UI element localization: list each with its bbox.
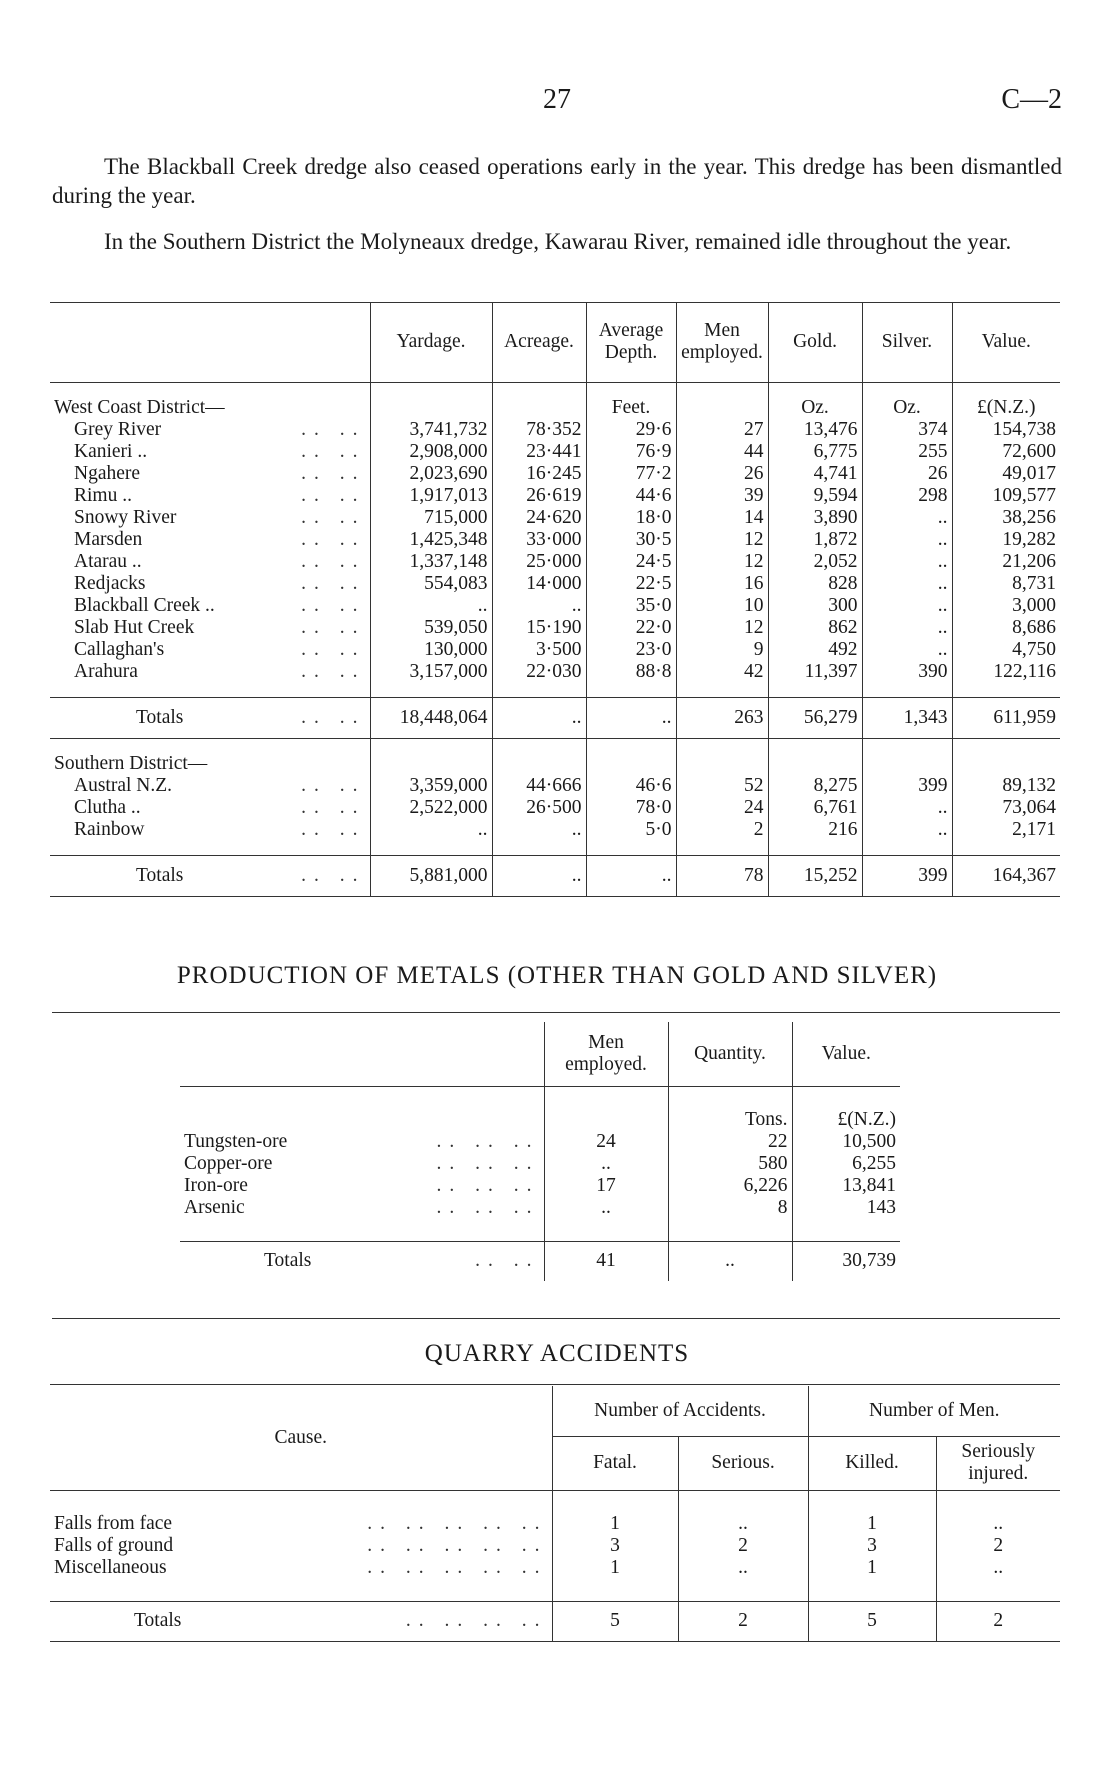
leader-dots: .. .. [301,529,366,550]
metal-name [180,1175,544,1197]
cell: .. [862,819,952,841]
leader-dots: .. .. [301,797,366,818]
cell: 30·5 [586,529,676,551]
cell: 17 [544,1175,668,1197]
cell: .. [370,819,492,841]
col-serious: Serious. [678,1436,808,1490]
row-label: Totals [136,865,184,886]
row-label: Falls from face [54,1512,173,1534]
cell: 5·0 [586,819,676,841]
cell: .. [936,1513,1060,1535]
cell: 8,275 [768,775,862,797]
table-row [50,463,1060,485]
row-label: Miscellaneous [54,1556,167,1578]
cell: 21,206 [952,551,1060,573]
total-cell: .. [586,856,676,897]
document-code: C—2 [1001,84,1062,115]
cell: 1 [808,1557,936,1579]
cell: 12 [676,551,768,573]
cell: 26 [862,463,952,485]
cell: 554,083 [370,573,492,595]
table-row [50,639,1060,661]
leader-dots: .. .. .. .. .. [367,1556,548,1578]
paragraph-blackball: The Blackball Creek dredge also ceased operations early in the year. This dredge has been dismantled during the year. [52,154,1062,208]
cell: 78·0 [586,797,676,819]
table-row [50,775,1060,797]
dredge-name [50,529,370,551]
cell: 216 [768,819,862,841]
row-label: Totals [264,1250,312,1272]
metal-name [180,1131,544,1153]
cell: .. [544,1153,668,1175]
col-men-employed: Men employed. [676,302,768,383]
cell: 8 [668,1197,792,1219]
cell: .. [862,639,952,661]
table-row [180,1131,900,1153]
cell: 52 [676,775,768,797]
leader-dots: .. .. [301,775,366,796]
metal-name [180,1153,544,1175]
total-cell: 263 [676,698,768,739]
group-number-of-accidents: Number of Accidents. [552,1386,808,1436]
row-label: Slab Hut Creek [74,617,195,638]
row-label: Grey River [74,419,162,440]
col-fatal: Fatal. [552,1436,678,1490]
leader-dots: .. .. [301,707,366,728]
row-label: Totals [134,1610,182,1631]
cell: 298 [862,485,952,507]
table-row [50,573,1060,595]
cell: 13,476 [768,419,862,441]
leader-dots: .. .. [301,485,366,506]
cell: 130,000 [370,639,492,661]
cell: 14·000 [492,573,586,595]
cell: 255 [862,441,952,463]
leader-dots: .. .. [301,551,366,572]
cell: 77·2 [586,463,676,485]
table-row [50,485,1060,507]
leader-dots: .. .. [475,1250,540,1272]
leader-dots: .. .. [301,441,366,462]
leader-dots: .. .. .. [436,1174,540,1196]
cell: 580 [668,1153,792,1175]
leader-dots: .. .. [301,819,366,840]
cell: 14 [676,507,768,529]
cell: 16·245 [492,463,586,485]
cell: 22·0 [586,617,676,639]
row-label: Rainbow [74,819,145,840]
leader-dots: .. .. [301,573,366,594]
cell: 3,890 [768,507,862,529]
col-seriously-injured: Seriously injured. [936,1436,1060,1490]
table-row [50,419,1060,441]
col-acreage: Acreage. [492,302,586,383]
west-coast-rows [50,419,1060,683]
cell: 8,731 [952,573,1060,595]
cell: 15·190 [492,617,586,639]
cell: 715,000 [370,507,492,529]
row-label: Rimu .. [74,485,132,506]
cause-name [50,1513,552,1535]
leader-dots: .. .. [301,639,366,660]
paragraph-southern: In the Southern District the Molyneaux dredge, Kawarau River, remained idle throughout the year. [104,229,1012,254]
row-label: Snowy River [74,507,177,528]
cell: 22·5 [586,573,676,595]
table-rule [52,1012,1060,1013]
col-gold: Gold. [768,302,862,383]
cell: 26·500 [492,797,586,819]
leader-dots: .. .. [301,419,366,440]
cell: .. [370,595,492,617]
cell: 29·6 [586,419,676,441]
dredge-table-header [50,302,1060,383]
cell: 1 [552,1557,678,1579]
table-row [50,551,1060,573]
table-row [50,1557,1060,1579]
table-row [180,1153,900,1175]
total-cell: .. [492,856,586,897]
table-rule [50,1384,1060,1385]
cell: 73,064 [952,797,1060,819]
table-row [180,1175,900,1197]
dredge-name [50,617,370,639]
total-cell: .. [668,1241,792,1281]
cell: 24·620 [492,507,586,529]
cell: .. [678,1513,808,1535]
metals-table [180,1022,900,1281]
table-row [50,819,1060,841]
cell: 2,052 [768,551,862,573]
cell: 38,256 [952,507,1060,529]
cell: 18·0 [586,507,676,529]
group-number-of-men: Number of Men. [808,1386,1060,1436]
cell: 1 [808,1513,936,1535]
cell: 374 [862,419,952,441]
row-label: Clutha .. [74,797,141,818]
row-label: Copper-ore [184,1152,273,1174]
leader-dots: .. .. .. [436,1152,540,1174]
cell: 12 [676,529,768,551]
cell: 11,397 [768,661,862,683]
southern-rows [50,775,1060,841]
district-label-southern: Southern District— [54,753,208,774]
cell: .. [492,819,586,841]
cell: 23·441 [492,441,586,463]
cell: 24 [544,1131,668,1153]
cell: 9 [676,639,768,661]
cell: 78·352 [492,419,586,441]
cell: 3,000 [952,595,1060,617]
row-label: Marsden [74,529,143,550]
accidents-table [50,1386,1060,1642]
dredge-name [50,463,370,485]
cell: 24·5 [586,551,676,573]
cell: 76·9 [586,441,676,463]
total-cell: 1,343 [862,698,952,739]
row-label: Callaghan's [74,639,165,660]
metals-units-row: Tons. £(N.Z.) [180,1109,900,1131]
leader-dots: .. .. .. [436,1196,540,1218]
table-row [50,441,1060,463]
cell: 33·000 [492,529,586,551]
cause-name [50,1557,552,1579]
cell: 143 [792,1197,900,1219]
cell: 27 [676,419,768,441]
cell: 46·6 [586,775,676,797]
col-average-depth: Average Depth. [586,302,676,383]
table-row [50,1535,1060,1557]
total-cell: .. [586,698,676,739]
col-quantity: Quantity. [668,1022,792,1086]
dredge-name [50,551,370,573]
cell: 1,425,348 [370,529,492,551]
cell: 1,872 [768,529,862,551]
total-cell: .. [492,698,586,739]
accidents-title: QUARRY ACCIDENTS [424,1340,690,1367]
cell: 22 [668,1131,792,1153]
west-coast-totals [50,698,1060,739]
dredge-name [50,797,370,819]
dredge-name [50,661,370,683]
cell: 25·000 [492,551,586,573]
row-label: Kanieri .. [74,441,148,462]
leader-dots: .. .. [301,463,366,484]
metals-table-header [180,1022,900,1086]
metals-rows [180,1131,900,1219]
cell: 2,023,690 [370,463,492,485]
cell: .. [862,797,952,819]
col-cause: Cause. [50,1386,552,1490]
table-row [50,661,1060,683]
cell: 49,017 [952,463,1060,485]
metals-totals [180,1241,900,1281]
total-cell: 18,448,064 [370,698,492,739]
totals-label [50,698,370,739]
cause-name [50,1535,552,1557]
cell: 4,750 [952,639,1060,661]
cell: 390 [862,661,952,683]
accidents-totals [50,1601,1060,1641]
cell: 88·8 [586,661,676,683]
accidents-header-groups [50,1386,1060,1436]
cell: 539,050 [370,617,492,639]
cell: 862 [768,617,862,639]
metals-title: PRODUCTION OF METALS (OTHER THAN GOLD AND SILVER) [176,962,938,989]
cell: 828 [768,573,862,595]
table-row [180,1197,900,1219]
cell: 44·6 [586,485,676,507]
cell: 300 [768,595,862,617]
cell: .. [862,573,952,595]
cell: 13,841 [792,1175,900,1197]
total-cell: 2 [678,1601,808,1641]
cell: 3,157,000 [370,661,492,683]
cell: 6,226 [668,1175,792,1197]
total-cell: 41 [544,1241,668,1281]
cell: 122,116 [952,661,1060,683]
col-yardage: Yardage. [370,302,492,383]
table-rule [52,1318,1060,1319]
cell: 1,337,148 [370,551,492,573]
dredge-name [50,639,370,661]
cell: 10 [676,595,768,617]
row-label: Arsenic [184,1196,245,1218]
dredge-name [50,819,370,841]
cell: 399 [862,775,952,797]
cell: .. [936,1557,1060,1579]
row-label: Austral N.Z. [74,775,173,796]
dredge-name [50,775,370,797]
dredge-table [50,302,1060,897]
leader-dots: .. .. [301,617,366,638]
cell: 2,908,000 [370,441,492,463]
cell: 26·619 [492,485,586,507]
row-label: Tungsten-ore [184,1130,288,1152]
cell: 2 [678,1535,808,1557]
cell: 44·666 [492,775,586,797]
cell: 6,761 [768,797,862,819]
table-row [50,1513,1060,1535]
cell: .. [862,617,952,639]
table-row [50,507,1060,529]
cell: 3·500 [492,639,586,661]
table-row [50,595,1060,617]
cell: 3,741,732 [370,419,492,441]
total-cell: 78 [676,856,768,897]
table-row [50,617,1060,639]
cell: 109,577 [952,485,1060,507]
total-cell: 15,252 [768,856,862,897]
cell: .. [544,1197,668,1219]
cell: 16 [676,573,768,595]
row-label: Falls of ground [54,1534,174,1556]
totals-label [50,856,370,897]
cell: 8,686 [952,617,1060,639]
cell: 26 [676,463,768,485]
row-label: Blackball Creek .. [74,595,215,616]
cell: 22·030 [492,661,586,683]
cell: 1 [552,1513,678,1535]
cell: 89,132 [952,775,1060,797]
col-killed: Killed. [808,1436,936,1490]
leader-dots: .. .. [301,507,366,528]
cell: 24 [676,797,768,819]
cell: .. [862,551,952,573]
row-label: Arahura [74,661,138,682]
accidents-rows [50,1513,1060,1579]
cell: 6,255 [792,1153,900,1175]
cell: 492 [768,639,862,661]
cell: 2,522,000 [370,797,492,819]
cell: 72,600 [952,441,1060,463]
leader-dots: .. .. [301,595,366,616]
cell: .. [492,595,586,617]
total-cell: 164,367 [952,856,1060,897]
cell: 2 [936,1535,1060,1557]
cell: 19,282 [952,529,1060,551]
leader-dots: .. .. [301,661,366,682]
leader-dots: .. .. .. .. [405,1610,548,1631]
total-cell: 611,959 [952,698,1060,739]
total-cell: 5 [808,1601,936,1641]
row-label: Iron-ore [184,1174,248,1196]
total-cell: 2 [936,1601,1060,1641]
cell: 42 [676,661,768,683]
row-label: Totals [136,707,184,728]
cell: 2 [676,819,768,841]
page-number: 27 [543,84,571,115]
cell: 39 [676,485,768,507]
cell: .. [678,1557,808,1579]
dredge-name [50,441,370,463]
totals-label [50,1601,552,1641]
cell: 3 [552,1535,678,1557]
dredge-name [50,595,370,617]
cell: 3 [808,1535,936,1557]
col-silver: Silver. [862,302,952,383]
table-row [50,797,1060,819]
dredge-name [50,573,370,595]
leader-dots: .. .. [301,865,366,886]
cell: 3,359,000 [370,775,492,797]
units-row: West Coast District— Feet. Oz. Oz. £(N.Z.) [50,397,1060,419]
cell: 6,775 [768,441,862,463]
total-cell: 399 [862,856,952,897]
leader-dots: .. .. .. .. .. [367,1512,548,1534]
row-label: Ngahere [74,463,141,484]
totals-label [180,1241,544,1281]
leader-dots: .. .. .. [436,1130,540,1152]
cell: 12 [676,617,768,639]
col-value: Value. [792,1022,900,1086]
cell: 44 [676,441,768,463]
dredge-name [50,419,370,441]
total-cell: 5 [552,1601,678,1641]
dredge-name [50,485,370,507]
cell: 9,594 [768,485,862,507]
southern-totals [50,856,1060,897]
row-label: Atarau .. [74,551,142,572]
row-label: Redjacks [74,573,146,594]
total-cell: 56,279 [768,698,862,739]
cell: 23·0 [586,639,676,661]
metal-name [180,1197,544,1219]
cell: .. [862,595,952,617]
total-cell: 30,739 [792,1241,900,1281]
cell: .. [862,529,952,551]
cell: 154,738 [952,419,1060,441]
district-label-west-coast: West Coast District— [54,397,225,418]
dredge-name [50,507,370,529]
col-value: Value. [952,302,1060,383]
leader-dots: .. .. .. .. .. [367,1534,548,1556]
southern-heading-row [50,753,1060,775]
total-cell: 5,881,000 [370,856,492,897]
cell: 1,917,013 [370,485,492,507]
cell: 35·0 [586,595,676,617]
table-row [50,529,1060,551]
col-men-employed: Men employed. [544,1022,668,1086]
cell: 4,741 [768,463,862,485]
cell: 2,171 [952,819,1060,841]
cell: 10,500 [792,1131,900,1153]
cell: .. [862,507,952,529]
